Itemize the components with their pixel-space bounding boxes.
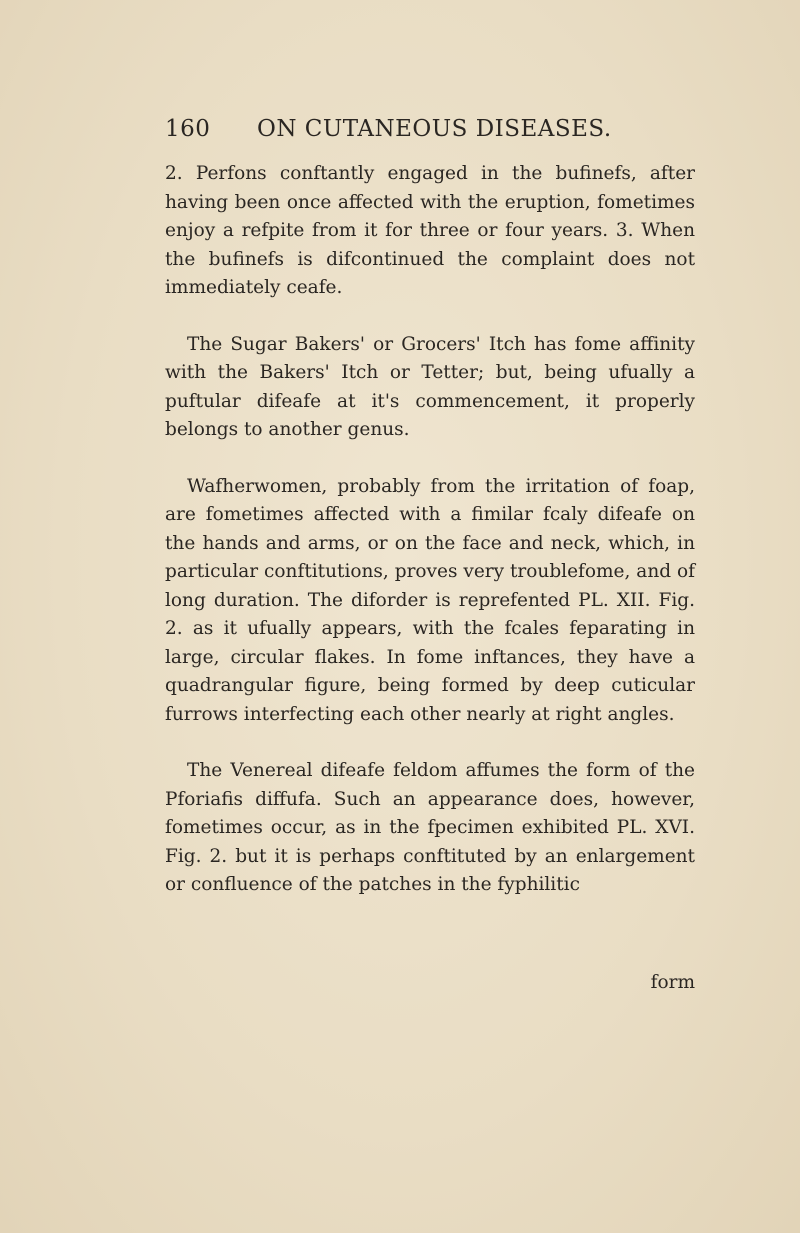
running-title: ON CUTANEOUS DISEASES.	[257, 116, 612, 142]
paragraph-1: 2. Perfons conftantly engaged in the bufinefs, after having been once affected with the eruption, fometimes enjoy a refpite from it for three or four years. 3. When the bufinefs is difcontinued the complaint does not immediately ceafe.	[165, 163, 695, 298]
page-number: 160	[165, 116, 211, 142]
paragraph-4: The Venereal difeafe feldom affumes the form of the Pforiafis diffufa. Such an appearance does, however, fometimes occur, as in the fpecimen exhibited PL. XVI. Fig. 2. but it is perhaps conftituted by an enlargement or confluence of the patches in the fyphilitic	[165, 760, 695, 895]
paragraph-3: Wafherwomen, probably from the irritation of foap, are fometimes affected with a fimilar fcaly difeafe on the hands and arms, or on the face and neck, which, in particular conftitutions, proves very troublefome, and of long duration. The diforder is reprefented PL. XII. Fig. 2. as it ufually appears, with the fcales feparating in large, circular flakes. In fome inftances, they have a quadrangular figure, being formed by deep cuticular furrows interfecting each other nearly at right angles.	[165, 475, 695, 725]
paragraph-2: The Sugar Bakers' or Grocers' Itch has fome affinity with the Bakers' Itch or Tetter; but, being ufually a puftular difeafe at it's commencement, it properly belongs to another genus.	[165, 333, 695, 440]
body-text	[165, 160, 695, 900]
catchword: form	[650, 972, 695, 993]
